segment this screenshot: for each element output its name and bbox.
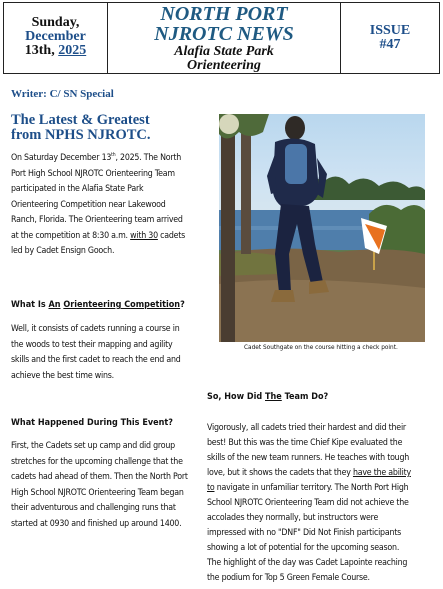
intro-paragraph: On Saturday December 13th, 2025. The North Port High School NJROTC Orienteering Team participated in the Alafia State Park Orienteering Competition near Lakewood Ranch, Florida. The Orienteering team arrived at the competition at 8:30 a.m. with 30 cadets led by Cadet Ensign Gooch. <box>11 152 186 256</box>
section-body-what-is: Well, it consists of cadets running a course in the woods to test their mapping and agility skills and the first cadet to reach the end and achieve the best time wins. <box>11 324 181 381</box>
section-body-how-did: Vigorously, all cadets tried their hardest and did their best! But this was the time Chief Kipe evaluated the skills of the new team runners. He teaches with tough love, but it shows the cadets that they have the ability to navigate in unfamiliar territory. The North Port High School NJROTC Orienteering Team did not achieve the accolades they normally, but instructors were impressed with no "DNF" Did Not Finish participants showing a lot of potential for the upcoming season. The highlight of the day was Cadet Lapointe reaching the podium for Top 5 Green Female Course. <box>207 423 411 583</box>
masthead-title-line2: NJROTC NEWS <box>154 23 294 45</box>
masthead-title-line1: NORTH PORT <box>160 3 288 25</box>
date-year: 2025 <box>58 43 87 58</box>
article-headline <box>11 113 211 143</box>
date-weekday: Sunday, <box>31 15 80 30</box>
masthead <box>108 2 340 74</box>
photo-illustration <box>219 114 425 342</box>
headline-line1: The Latest & Greatest <box>11 112 150 128</box>
section-heading-what-is: What Is An Orienteering Competition? <box>11 300 185 310</box>
writer-credit: Writer: C/ SN Special <box>11 88 114 100</box>
article-photo <box>219 114 425 342</box>
section-heading-how-did: So, How Did The Team Do? <box>207 392 329 402</box>
photo-caption: Cadet Southgate on the course hitting a check point. <box>244 345 398 351</box>
issue-date-box <box>3 2 108 74</box>
masthead-subtitle-line2: Orienteering <box>187 58 261 73</box>
headline-line2: from NPHS NJROTC. <box>11 127 151 143</box>
date-day-year <box>4 44 107 58</box>
date-month: December <box>25 29 86 44</box>
section-heading-what-happened: What Happened During This Event? <box>11 418 173 428</box>
date-day: 13th, <box>24 43 55 58</box>
masthead-subtitle-line1: Alafia State Park <box>174 44 274 59</box>
section-body-what-happened: First, the Cadets set up camp and did group stretches for the upcoming challenge that the cadets had ahead of them. Then the North Port High School NJROTC Orienteering Team began their adventurous and challenging runs that started at 0930 and finished up around 1400. <box>11 441 188 529</box>
issue-number: #47 <box>379 37 401 52</box>
issue-number-box <box>340 2 440 74</box>
issue-label: ISSUE <box>369 23 411 38</box>
